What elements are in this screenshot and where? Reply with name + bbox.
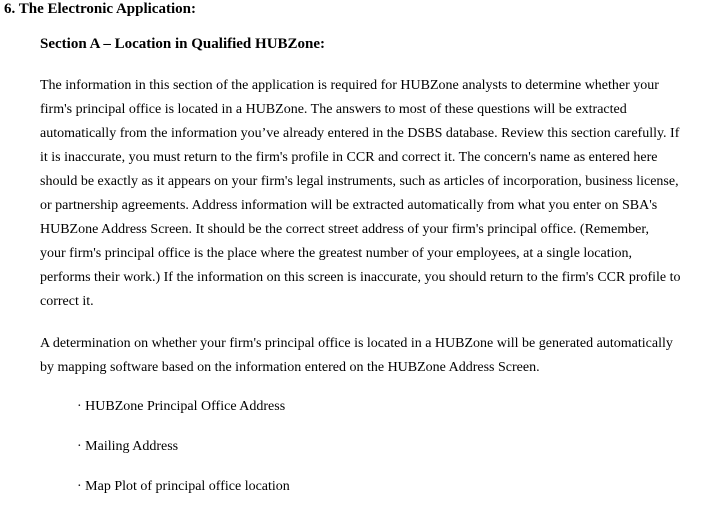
text-line: correct it.	[40, 294, 94, 309]
text-line: or partnership agreements. Address information will be extracted automatically from what you enter on SBA's	[40, 198, 658, 213]
bullet-item: · Map Plot of principal office location	[77, 479, 290, 494]
section-heading: Section A – Location in Qualified HUBZone:	[40, 36, 326, 52]
text-line: HUBZone Address Screen. It should be the correct street address of your firm's principal office. (Remember,	[40, 222, 649, 237]
bullet-item: · HUBZone Principal Office Address	[77, 399, 286, 414]
bullet-item: · Mailing Address	[77, 439, 179, 454]
paragraph-1	[40, 74, 681, 314]
page-title: 6. The Electronic Application:	[4, 1, 196, 17]
text-line: should be exactly as it appears on your firm's legal instruments, such as articles of incorporation, business license,	[40, 174, 679, 189]
text-line: it is inaccurate, you must return to the firm's profile in CCR and correct it. The concern's name as entered here	[40, 150, 658, 165]
paragraph-2	[40, 332, 673, 380]
text-line: firm's principal office is located in a HUBZone. The answers to most of these questions will be extracted	[40, 102, 627, 117]
text-line: your firm's principal office is the place where the greatest number of your employees, at a single location,	[40, 246, 633, 261]
text-line: The information in this section of the application is required for HUBZone analysts to determine whether your	[40, 78, 659, 93]
text-line: by mapping software based on the information entered on the HUBZone Address Screen.	[40, 360, 540, 375]
text-line: automatically from the information you’ve already entered in the DSBS database. Review this section carefully. If	[40, 126, 680, 141]
bullet-list	[77, 395, 290, 515]
text-line: A determination on whether your firm's principal office is located in a HUBZone will be generated automatically	[40, 336, 673, 351]
text-line: performs their work.) If the information on this screen is inaccurate, you should return to the firm's CCR profile to	[40, 270, 681, 285]
